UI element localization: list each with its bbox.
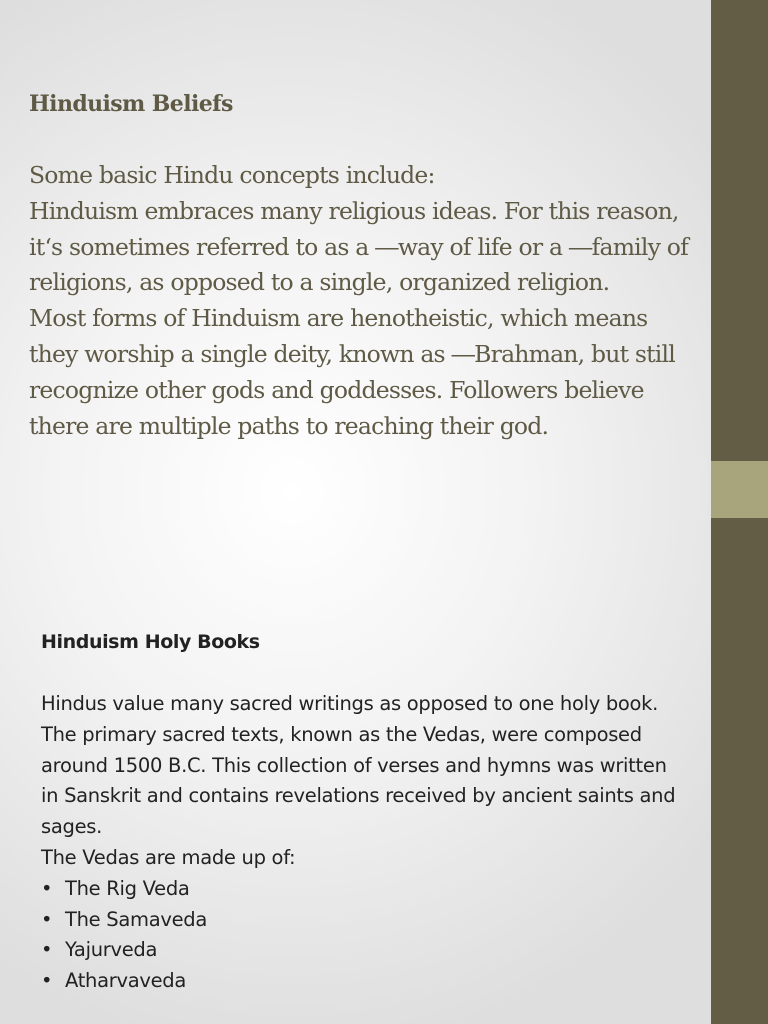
list-item-label: Atharvaveda xyxy=(65,969,187,993)
sidebar-accent-block xyxy=(711,461,768,518)
holy-books-paragraph: Hindus value many sacred writings as opposed to one holy book. xyxy=(41,692,659,715)
hinduism-holy-books-section xyxy=(41,627,681,997)
holy-books-title: Hinduism Holy Books xyxy=(41,631,260,653)
list-item-label: The Rig Veda xyxy=(65,876,190,900)
list-item xyxy=(41,874,681,905)
bullet-icon: • xyxy=(41,969,53,993)
list-item xyxy=(41,935,681,966)
vedas-list xyxy=(41,874,681,997)
holy-books-paragraph: The Vedas are made up of: xyxy=(41,845,296,869)
list-item-label: The Samaveda xyxy=(65,907,208,931)
beliefs-title: Hinduism Beliefs xyxy=(29,91,233,117)
beliefs-paragraph: Some basic Hindu concepts include: xyxy=(29,161,435,189)
bullet-icon: • xyxy=(41,876,53,900)
bullet-icon: • xyxy=(41,907,53,931)
list-item xyxy=(41,905,681,936)
bullet-icon: • xyxy=(41,938,53,962)
right-sidebar-bar xyxy=(711,0,768,1024)
hinduism-beliefs-section xyxy=(29,86,701,444)
beliefs-paragraph: Most forms of Hinduism are henotheistic, which means they worship a single deity, known as ―Brahman, but still recognize other gods and goddesses. Followers believe there are multiple paths to reaching their god. xyxy=(29,304,675,440)
beliefs-paragraph: Hinduism embraces many religious ideas. For this reason, it‘s sometimes referred to as a ―way of life or a ―family of religions, as opposed to a single, organized religion. xyxy=(29,196,688,297)
holy-books-paragraph: The primary sacred texts, known as the Vedas, were composed around 1500 B.C. This collection of verses and hymns was written in Sanskrit and contains revelations received by ancient saints and sages. xyxy=(41,722,676,839)
list-item-label: Yajurveda xyxy=(65,938,158,962)
list-item xyxy=(41,966,681,997)
